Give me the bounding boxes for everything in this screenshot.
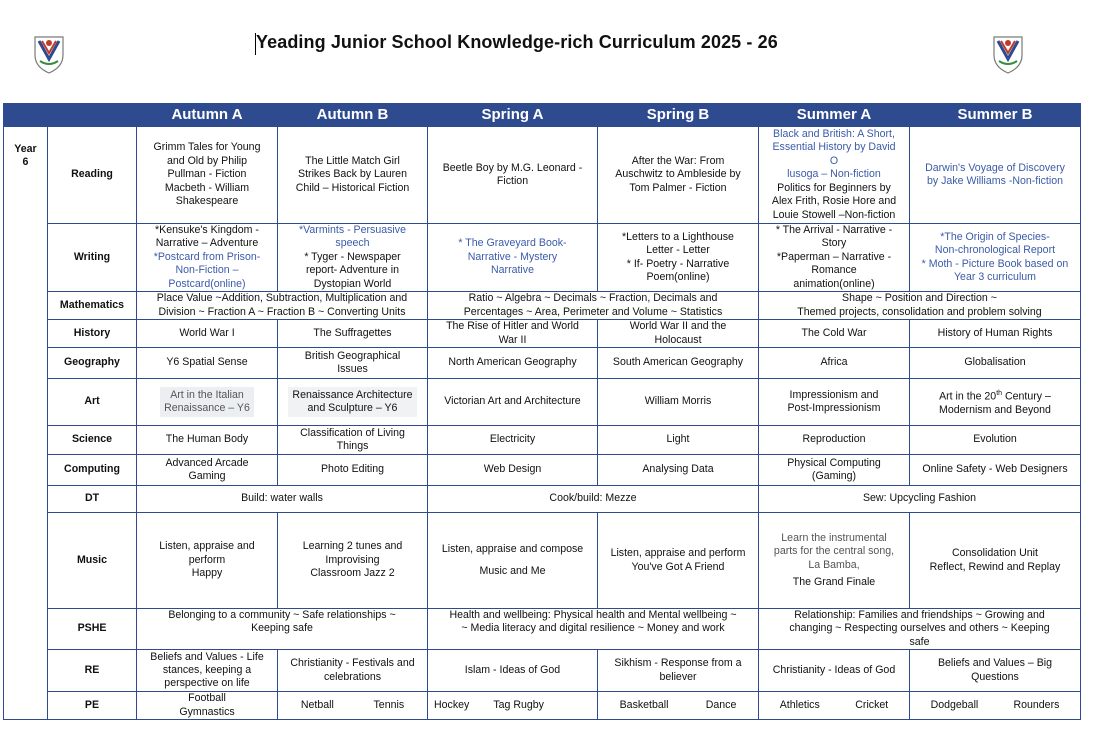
shaded-text [288, 387, 416, 418]
text-line: Narrative – Adventure [155, 237, 259, 250]
pe-activity-pair [431, 699, 594, 712]
text-line: Happy [191, 567, 223, 580]
cell-pe-spring-a [428, 692, 598, 720]
cell-history-autumn-a: World War I [137, 320, 278, 348]
text-line: Sikhism - Response from a [614, 657, 742, 670]
term-header: Spring A [428, 104, 598, 127]
text-line: Child – Historical Fiction [295, 181, 410, 194]
text-line: Grimm Tales for Young [153, 141, 261, 154]
subject-label: Music [48, 513, 137, 609]
text-line: * Tyger - Newspaper [304, 250, 401, 263]
text-line: Renaissance Architecture [292, 388, 413, 401]
text-line: Questions [971, 670, 1019, 683]
cell-music-summer-a [759, 513, 910, 609]
shaded-text [160, 387, 254, 418]
pe-activity-pair [601, 699, 755, 712]
text-line: Place Value ~Addition, Subtraction, Multiplication and [156, 292, 408, 305]
text-line: (Gaming) [811, 470, 857, 483]
superscript: th [996, 389, 1003, 397]
text-line: Classroom Jazz 2 [310, 567, 395, 580]
pe-activity-pair [913, 699, 1077, 712]
text-line: La Bamba, [808, 558, 860, 571]
cell-music-spring-b [598, 513, 759, 609]
cell-dt-autumn: Build: water walls [137, 486, 428, 513]
cell-art-autumn-a [137, 379, 278, 426]
subject-label: Mathematics [48, 292, 137, 320]
text-line: * The Arrival - Narrative - [775, 224, 893, 236]
text-line: Shakespeare [175, 195, 239, 208]
text-line: Louie Stowell –Non-fiction [772, 208, 896, 221]
cell-music-spring-a [428, 513, 598, 609]
cell-pshe-summer [759, 609, 1081, 650]
text-line: Pullman - Fiction [167, 168, 247, 181]
text-line: *Paperman – Narrative - [776, 250, 892, 263]
text-line: changing ~ Respecting ourselves and others ~ Keeping [789, 622, 1050, 635]
subject-label: RE [48, 650, 137, 692]
cell-writing-summer-a [759, 224, 910, 292]
cell-science-spring-b: Light [598, 426, 759, 455]
text-line: safe [909, 635, 930, 648]
text-line: Macbeth - William [164, 181, 250, 194]
text-line: Gymnastics [179, 705, 235, 718]
text-line: After the War: From [631, 154, 725, 167]
text-line: Romance [811, 264, 857, 277]
text-line: Black and British: A Short, [773, 128, 895, 141]
cell-music-summer-b [910, 513, 1081, 609]
text-line: Story [821, 237, 847, 250]
cell-art-spring-b: William Morris [598, 379, 759, 426]
subject-label: Geography [48, 348, 137, 379]
subject-label: Science [48, 426, 137, 455]
curriculum-table [3, 103, 1081, 720]
text-line: *The Origin of Species- [940, 230, 1050, 243]
cell-art-autumn-b [278, 379, 428, 426]
text-line: *Postcard from Prison- [153, 250, 261, 263]
cell-re-spring-a: Islam - Ideas of God [428, 650, 598, 692]
cell-science-spring-a: Electricity [428, 426, 598, 455]
cell-science-summer-a: Reproduction [759, 426, 910, 455]
term-header: Autumn A [137, 104, 278, 127]
cell-reading-spring-a [428, 127, 598, 224]
pe-activity: Netball [300, 698, 334, 711]
cell-computing-autumn-b: Photo Editing [278, 455, 428, 486]
pe-activity: Hockey [434, 698, 470, 711]
text-line: by Jake Williams -Non-fiction [927, 175, 1063, 187]
text-line: Letter - Letter [646, 244, 710, 257]
cell-music-autumn-a [137, 513, 278, 609]
cell-reading-summer-a [759, 127, 910, 224]
table-row-geography [4, 348, 1081, 379]
year-label-number: 6 [22, 156, 29, 169]
text-line: Health and wellbeing: Physical health and Mental wellbeing ~ [449, 609, 737, 622]
text-line: and Old by Philip [166, 154, 248, 167]
table-row-science [4, 426, 1081, 455]
text-line: Year 3 curriculum [953, 270, 1037, 283]
text-line: Fiction [496, 175, 529, 187]
text-line: Consolidation Unit [952, 547, 1038, 560]
text-line: Percentages ~ Area, Perimeter and Volume ~ Statistics [463, 305, 723, 318]
text-line [913, 387, 1077, 404]
year-label [4, 127, 48, 720]
cell-mathematics-autumn [137, 292, 428, 320]
text-line: report- Adventure in [305, 264, 400, 277]
cell-pe-summer-a [759, 692, 910, 720]
cell-writing-autumn-a [137, 224, 278, 292]
cell-reading-spring-b [598, 127, 759, 224]
text-line: speech [335, 237, 370, 250]
table-row-history [4, 320, 1081, 348]
term-header: Summer A [759, 104, 910, 127]
term-header: Spring B [598, 104, 759, 127]
pe-activity: Dance [705, 698, 737, 711]
cell-geography-spring-b: South American Geography [598, 348, 759, 379]
cell-re-summer-b [910, 650, 1081, 692]
table-row-computing [4, 455, 1081, 486]
text-fragment: Art in the 20 [939, 390, 997, 403]
table-row-dt [4, 486, 1081, 513]
text-line: *Letters to a Lighthouse [622, 230, 734, 243]
table-row-music [4, 513, 1081, 609]
text-line: Darwin's Voyage of Discovery [925, 161, 1065, 174]
text-line: Reflect, Rewind and Replay [929, 560, 1061, 573]
cell-computing-summer-b: Online Safety - Web Designers [910, 455, 1081, 486]
text-line: and Sculpture – Y6 [307, 402, 398, 415]
text-line: Things [336, 440, 369, 453]
year-label-line: Year [14, 143, 37, 155]
text-line: Narrative - Mystery [467, 250, 558, 263]
cell-dt-summer: Sew: Upcycling Fashion [759, 486, 1081, 513]
text-line: Essential History by David [772, 141, 896, 154]
table-row-art [4, 379, 1081, 426]
text-line: Alex Frith, Rosie Hore and [771, 195, 897, 208]
cell-art-summer-b [910, 379, 1081, 426]
cell-dt-spring: Cook/build: Mezze [428, 486, 759, 513]
text-line: stances, keeping a [162, 664, 252, 677]
text-line: The Rise of Hitler and World [446, 320, 579, 333]
cell-writing-autumn-b [278, 224, 428, 292]
text-line: * If- Poetry - Narrative [626, 257, 730, 270]
text-line: Gaming [188, 470, 226, 483]
cell-re-autumn-a [137, 650, 278, 692]
cell-writing-spring-b [598, 224, 759, 292]
text-line: Ratio ~ Algebra ~ Decimals ~ Fraction, Decimals and [468, 292, 718, 305]
cell-geography-summer-b: Globalisation [910, 348, 1081, 379]
text-line: Listen, appraise and [159, 540, 255, 553]
subject-label: PE [48, 692, 137, 720]
subject-label: PSHE [48, 609, 137, 650]
cell-science-summer-b: Evolution [910, 426, 1081, 455]
cell-history-spring-a [428, 320, 598, 348]
text-line: * Moth - Picture Book based on [921, 257, 1069, 270]
text-line: Impressionism and [789, 388, 879, 401]
cell-pe-summer-b [910, 692, 1081, 720]
table-row-pshe [4, 609, 1081, 650]
cell-geography-autumn-b [278, 348, 428, 379]
text-line: O [829, 154, 839, 167]
text-line: Auschwitz to Ambleside by [615, 168, 741, 181]
text-line: You've Got A Friend [631, 560, 725, 573]
text-line: Renaissance – Y6 [164, 402, 250, 415]
text-line: Advanced Arcade [165, 456, 249, 469]
text-line: Post-Impressionism [787, 402, 881, 415]
text-line: Classification of Living [300, 426, 405, 439]
text-line: Modernism and Beyond [939, 403, 1051, 416]
cell-music-autumn-b [278, 513, 428, 609]
text-line: parts for the central song, [773, 545, 895, 558]
text-line: Non-Fiction – [175, 264, 239, 277]
cell-pe-autumn-a [137, 692, 278, 720]
term-header: Autumn B [278, 104, 428, 127]
text-line: Belonging to a community ~ Safe relationships ~ [168, 609, 396, 622]
pe-activity-pair [281, 699, 424, 712]
cell-history-summer-b: History of Human Rights [910, 320, 1081, 348]
pe-activity: Rounders [1013, 698, 1060, 711]
cell-computing-spring-b: Analysing Data [598, 455, 759, 486]
text-line: *Kensuke's Kingdom - [155, 224, 259, 236]
cell-re-spring-b [598, 650, 759, 692]
cell-re-summer-a: Christianity - Ideas of God [759, 650, 910, 692]
cell-geography-spring-a: North American Geography [428, 348, 598, 379]
text-line: Learning 2 tunes and [302, 540, 403, 553]
subject-label: Computing [48, 455, 137, 486]
cell-computing-autumn-a [137, 455, 278, 486]
text-line [431, 636, 755, 649]
text-line: World War II and the [629, 320, 727, 333]
cell-pe-spring-b [598, 692, 759, 720]
text-line: The Grand Finale [792, 575, 876, 588]
text-line: The Little Match Girl [305, 154, 400, 167]
cell-mathematics-spring [428, 292, 759, 320]
text-line: Poem(online) [646, 270, 710, 283]
cell-pshe-autumn [137, 609, 428, 650]
subject-label: Writing [48, 224, 137, 292]
school-logo-right [990, 33, 1026, 79]
text-line: Themed projects, consolidation and problem solving [797, 305, 1042, 318]
text-line: ~ Media literacy and digital resilience ~ Money and work [461, 622, 725, 635]
cell-art-summer-a [759, 379, 910, 426]
text-line: Relationship: Families and friendships ~ Growing and [794, 609, 1045, 622]
cell-mathematics-summer [759, 292, 1081, 320]
text-line: Listen, appraise and compose [441, 543, 584, 556]
text-line: Keeping safe [251, 622, 313, 635]
subject-label: Reading [48, 127, 137, 224]
cell-reading-summer-b [910, 127, 1081, 224]
cell-writing-spring-a [428, 224, 598, 292]
text-line: Shape ~ Position and Direction ~ [842, 292, 997, 305]
text-line: Christianity - Festivals and [290, 657, 415, 670]
text-line: perspective on life [164, 677, 250, 690]
text-line: Division ~ Fraction A ~ Fraction B ~ Converting Units [158, 305, 406, 318]
cell-history-autumn-b: The Suffragettes [278, 320, 428, 348]
pe-activity: Tennis [373, 698, 405, 711]
subject-label: Art [48, 379, 137, 426]
text-line: believer [659, 670, 697, 683]
text-line: Football [188, 692, 226, 705]
cell-art-spring-a: Victorian Art and Architecture [428, 379, 598, 426]
text-line: Physical Computing [787, 456, 881, 469]
cell-science-autumn-b [278, 426, 428, 455]
text-line: Politics for Beginners by [777, 181, 891, 194]
text-line: *Varmints - Persuasive [299, 224, 406, 236]
header-blank-subject [48, 104, 137, 127]
pe-activity: Cricket [855, 698, 889, 711]
table-row-writing [4, 224, 1081, 292]
text-line: Non-chronological Report [934, 244, 1056, 257]
text-line: Beetle Boy by M.G. Leonard - [442, 161, 583, 174]
text-fragment: Century – [1002, 390, 1051, 403]
cell-pe-autumn-b [278, 692, 428, 720]
cell-computing-summer-a [759, 455, 910, 486]
table-row-mathematics [4, 292, 1081, 320]
text-line: Strikes Back by Lauren [298, 168, 407, 181]
text-line: Tom Palmer - Fiction [629, 181, 727, 194]
text-line: Art in the Italian [170, 388, 244, 401]
text-line: War II [498, 333, 527, 346]
text-line: Beliefs and Values - Life [150, 650, 264, 663]
pe-activity-pair [762, 699, 906, 712]
text-line: Postcard(online) [168, 277, 246, 290]
cell-re-autumn-b [278, 650, 428, 692]
cell-reading-autumn-a [137, 127, 278, 224]
text-line: Music and Me [479, 564, 546, 577]
text-line: animation(online) [793, 277, 875, 290]
text-line: Narrative [491, 264, 534, 277]
table-row-pe [4, 692, 1081, 720]
cell-pshe-spring [428, 609, 759, 650]
text-line: British Geographical [304, 349, 401, 362]
cell-reading-autumn-b [278, 127, 428, 224]
cell-computing-spring-a: Web Design [428, 455, 598, 486]
cell-history-spring-b [598, 320, 759, 348]
cell-science-autumn-a: The Human Body [137, 426, 278, 455]
cell-geography-summer-a: Africa [759, 348, 910, 379]
text-line: perform [188, 553, 226, 566]
text-line: Beliefs and Values – Big [937, 657, 1053, 670]
cell-history-summer-a: The Cold War [759, 320, 910, 348]
text-line: Improvising [325, 553, 380, 566]
school-logo-left [31, 33, 67, 79]
cell-writing-summer-b [910, 224, 1081, 292]
subject-label: History [48, 320, 137, 348]
subject-label: DT [48, 486, 137, 513]
page-title: Yeading Junior School Knowledge-rich Curriculum 2025 - 26 [256, 32, 778, 52]
text-line: celebrations [323, 670, 382, 683]
spacer [431, 557, 594, 565]
pe-activity: Athletics [779, 698, 820, 711]
text-line: Holocaust [654, 333, 702, 346]
text-line: Issues [337, 363, 368, 376]
table-row-re [4, 650, 1081, 692]
pe-activity: Dodgeball [930, 698, 979, 711]
text-line: Learn the instrumental [781, 531, 887, 544]
cell-geography-autumn-a: Y6 Spatial Sense [137, 348, 278, 379]
term-header: Summer B [910, 104, 1081, 127]
text-line: Dystopian World [313, 277, 392, 290]
text-line: Listen, appraise and perform [610, 547, 746, 560]
text-line: lusoga – Non-fiction [787, 168, 881, 181]
text-line: * The Graveyard Book- [458, 237, 567, 250]
text-line [140, 636, 424, 649]
header-blank [4, 104, 48, 127]
pe-activity: Tag Rugby [493, 698, 544, 711]
term-header-row [4, 104, 1081, 127]
table-row-reading [4, 127, 1081, 224]
pe-activity: Basketball [619, 698, 669, 711]
